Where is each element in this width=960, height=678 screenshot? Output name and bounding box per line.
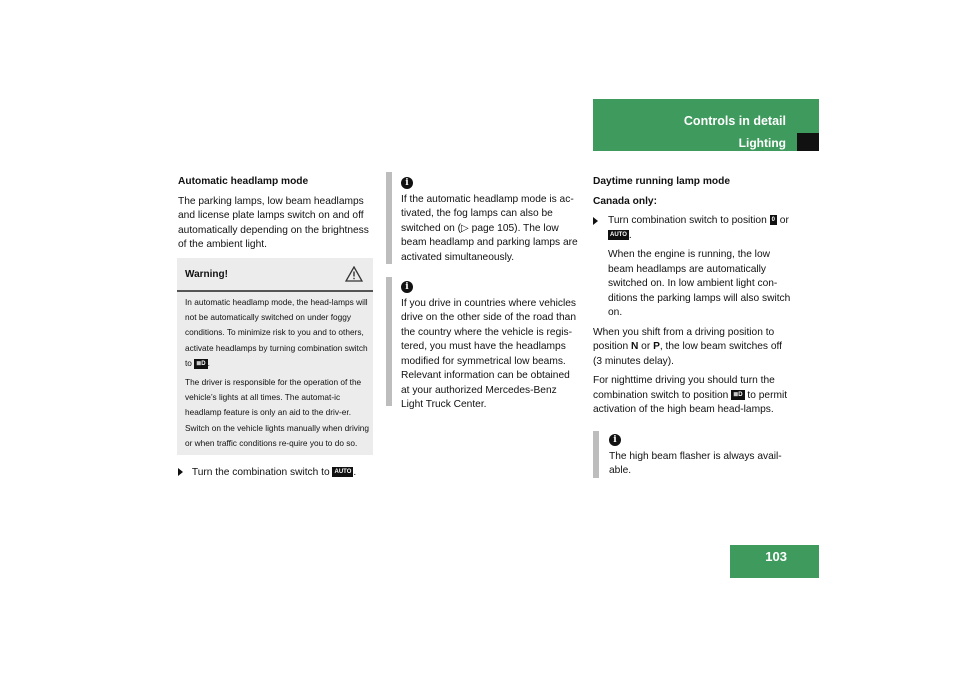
lowbeam-symbol-icon: ≣D <box>196 360 206 367</box>
arrow-bullet-icon <box>593 217 598 225</box>
warning-divider <box>177 290 373 292</box>
auto-symbol-icon: AUTO <box>334 469 352 476</box>
note-text-2: If you drive in countries where vehicles drive on the other side of the road than the country where the vehicle is regis-tered, you must have the headlamps modified for symmetrical low beams. Relevant information can be obtained at your authorized Mercedes-Benz Light Truck Center. <box>401 297 577 410</box>
header-band <box>593 99 819 151</box>
step-detail: When the engine is running, the low beam headlamps are automatically switched on. In low ambient light con-ditions the parking lamps will also switch on. <box>608 249 791 318</box>
auto-symbol-icon: AUTO <box>610 231 627 238</box>
info-note-3 <box>609 433 789 479</box>
intro-paragraph: The parking lamps, low beam headlamps and license plate lamps switch on and off automatically depending on the brightness of the ambient light. <box>178 195 369 250</box>
arrow-bullet-icon <box>178 468 183 476</box>
note-text-1: If the automatic headlamp mode is ac-tivated, the fog lamps can also be switched on (▷ page 105). The low beam headlamp and parking lamps are activated simultaneously. <box>401 193 578 263</box>
info-icon: i <box>401 177 413 189</box>
note-bar-2 <box>386 277 392 406</box>
heading-automatic-headlamp: Automatic headlamp mode <box>178 176 309 187</box>
info-icon: i <box>401 281 413 293</box>
note-text-3: The high beam flasher is always avail-able. <box>609 450 782 476</box>
canada-only: Canada only: <box>593 195 657 207</box>
warning-paragraph-2: The driver is responsible for the operation of the vehicle’s lights at all times. The automat-ic headlamp feature is only an aid to the driv-er. Switch on the vehicle lights manually when driving or when traffic conditions re-quire you to do so. <box>185 377 370 448</box>
lowbeam-symbol-icon: ≣D <box>733 391 743 398</box>
zero-symbol-icon: 0 <box>771 217 775 224</box>
section-title: Controls in detail <box>683 114 786 128</box>
warning-triangle-icon <box>345 266 363 282</box>
step-turn-auto: Turn the combination switch to AUTO . <box>178 466 378 481</box>
heading-daytime-running: Daytime running lamp mode <box>593 176 730 187</box>
page-number: 103 <box>730 545 819 578</box>
info-icon: i <box>609 434 621 446</box>
warning-paragraph-1: In automatic headlamp mode, the head-lamps will not be automatically switched on under foggy conditions. To minimize risk to you and to others, activate headlamps by turning combination switch to ≣D . <box>185 297 368 368</box>
step-daytime: Turn combination switch to position 0 or AUTO . When the engine is running, the low beam headlamps are automatically switched on. In low ambient light con-ditions the parking lamps will also switch on. <box>593 214 793 321</box>
shift-paragraph: When you shift from a driving position to position N or P, the low beam switches off (3 minutes delay). <box>593 326 782 367</box>
section-subtitle: Lighting <box>738 136 786 150</box>
note-bar-3 <box>593 431 599 478</box>
info-note-1 <box>401 176 581 265</box>
warning-title: Warning! <box>185 269 228 280</box>
info-note-2 <box>401 280 581 413</box>
warning-box <box>177 258 373 455</box>
right-column <box>593 175 793 418</box>
note-bar-1 <box>386 172 392 264</box>
header-marker <box>797 133 819 151</box>
night-paragraph: For nighttime driving you should turn the combination switch to position ≣D to permit activation of the high beam head-lamps. <box>593 375 788 415</box>
left-column <box>178 175 374 253</box>
warning-text <box>185 295 370 455</box>
